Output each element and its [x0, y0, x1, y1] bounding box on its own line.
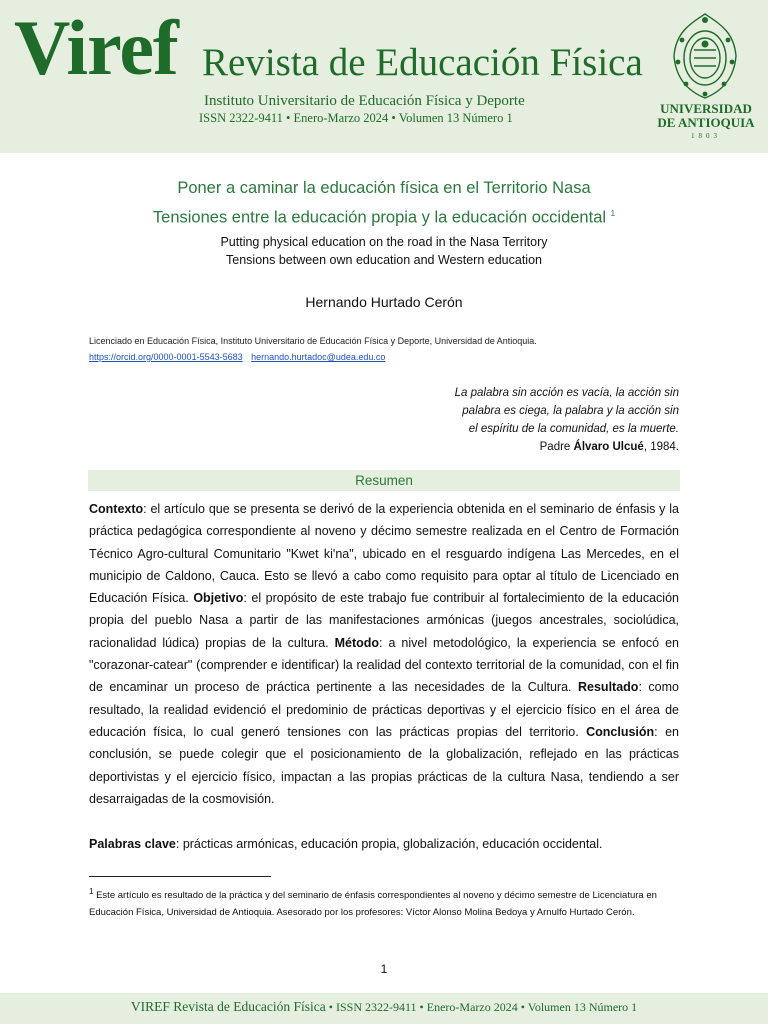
university-name: UNIVERSIDAD DE ANTIOQUIA	[657, 101, 755, 130]
university-seal-icon	[668, 10, 742, 102]
article-title-spanish: Poner a caminar la educación física en el Territorio Nasa Tensiones entre la educación propia y la educación occidental $^1$	[152, 179, 616, 227]
institute-name: Instituto Universitario de Educación Física y Deporte	[204, 93, 525, 109]
orcid-link[interactable]: https://orcid.org/0000-0001-5543-5683	[89, 352, 243, 362]
author-affiliation: Licenciado en Educación Física, Instituto Universitario de Educación Física y Deporte, Universidad de Antioquia.	[89, 336, 537, 346]
journal-name: Revista de Educación Física	[202, 41, 643, 84]
epigraph: La palabra sin acción es vacía, la acción sin palabra es ciega, la palabra y la acción sin el espíritu de la comunidad, es la muerte. Padre Álvaro Ulcué, 1984.	[420, 384, 679, 456]
epigraph-attribution: Padre Álvaro Ulcué, 1984.	[539, 441, 679, 453]
title-footnote-mark[interactable]: 1	[610, 209, 616, 218]
abstract-heading: Resumen	[88, 470, 680, 491]
keywords: Palabras clave: prácticas armónicas, educación propia, globalización, educación occidental.	[89, 837, 603, 851]
email-link[interactable]: hernando.hurtadoc@udea.edu.co	[251, 352, 386, 362]
page-number: 1	[380, 962, 388, 976]
header-issn-line: ISSN 2322-9411 • Enero-Marzo 2024 • Volumen 13 Número 1	[199, 111, 513, 125]
abstract-body: Contexto: el artículo que se presenta se derivó de la experiencia obtenida en el seminario de énfasis y la práctica pedagógica correspondiente al noveno y décimo semestre realizada en el Centro de Formación Técnico Agro-cultural Comunitario "Kwet ki'na", ubicado en el resguardo indígena Las Mercedes, en el municipio de Caldono, Cauca. Esto se llevó a cabo como requisito para optar al título de Licenciado en Educación Física. Objetivo: el propósito de este trabajo fue contribuir al fortalecimiento de la educación propia del pueblo Nasa a partir de las manifestaciones armónicas (juegos ancestrales, sociolúdica, racionalidad lúdica) propias de la cultura. Método: a nivel metodológico, la experiencia se enfocó en "corazonar-catear" (comprender e identificar) la realidad del contexto territorial de la comunidad, con el fin de encaminar un proceso de práctica pertinente a las necesidades de la Cultura. Resultado: como resultado, la realidad evidenció el predominio de prácticas deportivas y el ejercicio físico en el área de educación física, lo cual generó tensiones con las prácticas propias del territorio. Conclusión: en conclusión, se puede colegir que el posicionamiento de la globalización, reflejado en las prácticas deportivistas y el ejercicio físico, impactan a las propias prácticas de la cultura Nasa, tendiendo a ser desarraigadas de la cosmovisión.	[89, 502, 679, 806]
author-links	[89, 352, 391, 362]
author-name: Hernando Hurtado Cerón	[305, 294, 463, 310]
journal-header	[0, 0, 768, 153]
journal-logo-text: Viref	[14, 4, 178, 91]
footnote: $^1$ Este artículo es resultado de la práctica y del seminario de énfasis correspondientes al noveno y décimo semestre de Licenciatura en Educación Física, Universidad de Antioquia. Asesorado por los profesores: Víctor Alonso Molina Bedoya y Arnulfo Hurtado Cerón.	[89, 887, 657, 918]
article-title-english: Putting physical education on the road in the Nasa Territory Tensions between own education and Western education	[220, 235, 548, 267]
university-year: 1803	[691, 132, 721, 140]
footnote-divider	[89, 876, 271, 877]
journal-footer: VIREF Revista de Educación Física • ISSN 2322-9411 • Enero-Marzo 2024 • Volumen 13 Número 1	[0, 993, 768, 1024]
